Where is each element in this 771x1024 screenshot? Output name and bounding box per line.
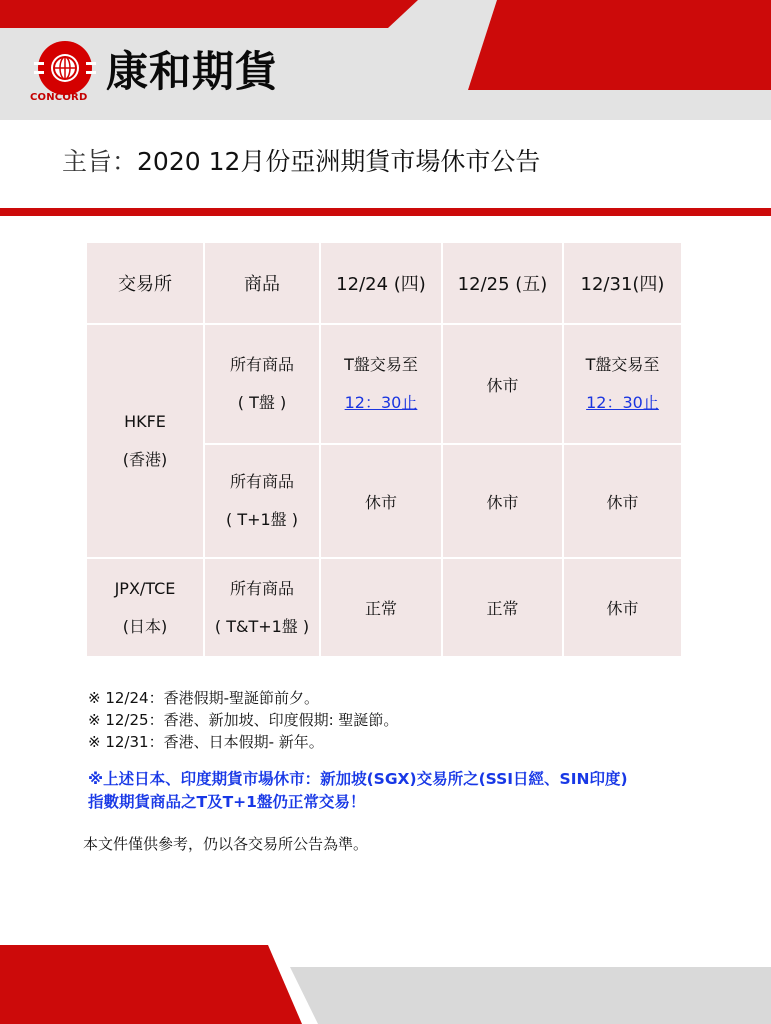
subject-label: 主旨： bbox=[62, 147, 138, 176]
divider-bar bbox=[0, 208, 771, 216]
header-date-1231: 12/31(四) bbox=[563, 242, 682, 324]
status-text: T盤交易至 bbox=[585, 355, 660, 374]
exchange-code: JPX/TCE bbox=[114, 578, 176, 598]
holiday-notes bbox=[88, 687, 398, 753]
close-time-link[interactable]: 12：30止 bbox=[586, 393, 659, 412]
footer-stripes bbox=[0, 945, 771, 1024]
subject-title: 2020 12月份亞洲期貨市場休市公告 bbox=[137, 147, 541, 176]
table-row bbox=[86, 324, 682, 444]
header-product: 商品 bbox=[204, 242, 320, 324]
status-normal: 正常 bbox=[442, 558, 563, 657]
product-session: ( T盤 ) bbox=[237, 393, 287, 412]
note-item: ※ 12/25：香港、新加坡、印度假期: 聖誕節。 bbox=[88, 711, 399, 729]
sgx-notice-line: ※上述日本、印度期貨市場休市：新加坡(SGX)交易所之(SSI日經、SIN印度) bbox=[88, 770, 628, 788]
exchange-region: (香港) bbox=[122, 450, 168, 469]
note-item: ※ 12/24：香港假期-聖誕節前夕。 bbox=[88, 689, 319, 707]
product-cell bbox=[204, 324, 320, 444]
status-cell bbox=[320, 324, 442, 444]
status-normal: 正常 bbox=[320, 558, 442, 657]
table-row bbox=[86, 558, 682, 657]
logo-wordmark: CONCORD bbox=[30, 92, 88, 103]
disclaimer: 本文件僅供參考，仍以各交易所公告為準。 bbox=[83, 835, 369, 853]
status-closed: 休市 bbox=[563, 558, 682, 657]
exchange-code: HKFE bbox=[124, 412, 166, 431]
product-cell bbox=[204, 558, 320, 657]
holiday-table bbox=[85, 241, 683, 658]
note-item: ※ 12/31：香港、日本假期- 新年。 bbox=[88, 733, 324, 751]
page-title bbox=[62, 145, 540, 179]
exchange-jpx bbox=[86, 558, 204, 657]
status-closed: 休市 bbox=[442, 324, 563, 444]
exchange-region: (日本) bbox=[122, 616, 168, 636]
brand-name: 康和期貨 bbox=[106, 47, 279, 96]
exchange-hkfe bbox=[86, 324, 204, 558]
status-text: T盤交易至 bbox=[344, 355, 418, 374]
product-session: ( T+1盤 ) bbox=[225, 510, 299, 529]
header-date-1224: 12/24 (四) bbox=[320, 242, 442, 324]
header-exchange: 交易所 bbox=[86, 242, 204, 324]
table-header-row bbox=[86, 242, 682, 324]
header-date-1225: 12/25 (五) bbox=[442, 242, 563, 324]
product-session: ( T&T+1盤 ) bbox=[214, 616, 310, 636]
product-name: 所有商品 bbox=[229, 472, 294, 491]
sgx-notice-line: 指數期貨商品之T及T+1盤仍正常交易！ bbox=[88, 793, 366, 811]
product-name: 所有商品 bbox=[229, 578, 294, 598]
status-closed: 休市 bbox=[563, 444, 682, 558]
status-closed: 休市 bbox=[442, 444, 563, 558]
status-closed: 休市 bbox=[320, 444, 442, 558]
product-name: 所有商品 bbox=[229, 355, 294, 374]
status-cell bbox=[563, 324, 682, 444]
sgx-notice bbox=[88, 768, 628, 814]
close-time-link[interactable]: 12：30止 bbox=[344, 393, 418, 412]
product-cell bbox=[204, 444, 320, 558]
